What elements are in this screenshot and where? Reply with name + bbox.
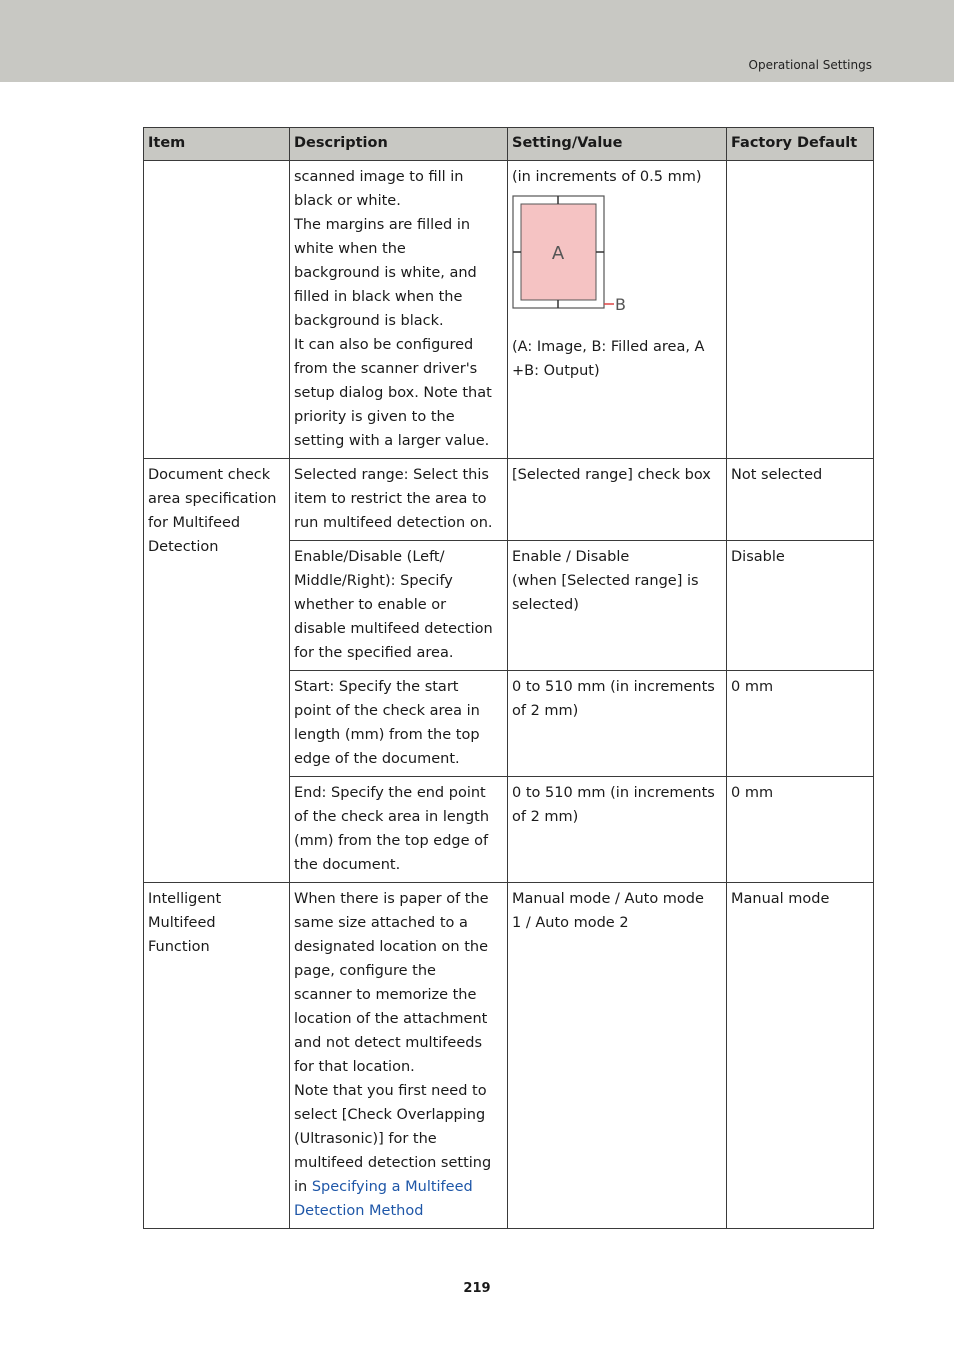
text-line: Enable/Disable (Left/ <box>294 549 445 565</box>
description-cell <box>290 883 508 1229</box>
text-line: setting with a larger value. <box>294 433 490 449</box>
text-line: designated location on the <box>294 939 489 955</box>
page-number: 219 <box>463 1281 491 1296</box>
text-fragment: in <box>294 1179 312 1195</box>
text-line: priority is given to the <box>294 409 455 425</box>
text-line: Manual mode / Auto mode <box>512 891 704 907</box>
item-cell <box>144 459 290 883</box>
text-line: (when [Selected range] is <box>512 573 699 589</box>
text-line: [Selected range] check box <box>512 467 711 483</box>
diagram-label-a: A <box>551 243 565 264</box>
section-title: Operational Settings <box>748 58 872 72</box>
table-header-row <box>144 128 874 161</box>
specifying-multifeed-detection-link-cont[interactable]: Detection Method <box>294 1203 424 1219</box>
setting-cell <box>508 459 727 541</box>
column-header-item: Item <box>144 128 290 161</box>
default-cell: 0 mm <box>727 777 874 883</box>
text-line: area specification <box>148 491 277 507</box>
setting-cell <box>508 777 727 883</box>
text-line: Selected range: Select this <box>294 467 489 483</box>
specifying-multifeed-detection-link[interactable]: Specifying a Multifeed <box>311 1179 473 1195</box>
text-line: run multifeed detection on. <box>294 515 493 531</box>
text-line: 1 / Auto mode 2 <box>512 915 629 931</box>
description-cell <box>290 541 508 671</box>
text-line: for the specified area. <box>294 645 454 661</box>
text-line: Note that you first need to <box>294 1083 487 1099</box>
description-cell <box>290 459 508 541</box>
text-line: scanner to memorize the <box>294 987 477 1003</box>
column-header-description: Description <box>290 128 508 161</box>
description-cell <box>290 161 508 459</box>
default-cell: 0 mm <box>727 671 874 777</box>
text-line: point of the check area in <box>294 703 480 719</box>
text-line: 0 to 510 mm (in increments <box>512 679 715 695</box>
text-line: (A: Image, B: Filled area, A <box>512 339 705 355</box>
text-line: background is white, and <box>294 265 477 281</box>
text-line: disable multifeed detection <box>294 621 493 637</box>
text-line <box>294 1175 503 1199</box>
text-line: (in increments of 0.5 mm) <box>512 169 702 185</box>
setting-cell <box>508 883 727 1229</box>
text-line: for Multifeed <box>148 515 241 531</box>
text-line: 0 to 510 mm (in increments <box>512 785 715 801</box>
table-row <box>144 883 874 1229</box>
item-cell <box>144 883 290 1229</box>
description-cell <box>290 671 508 777</box>
text-line: Middle/Right): Specify <box>294 573 453 589</box>
text-line: white when the <box>294 241 406 257</box>
description-cell <box>290 777 508 883</box>
text-line: the document. <box>294 857 401 873</box>
text-line: Document check <box>148 467 271 483</box>
text-line: whether to enable or <box>294 597 447 613</box>
text-line: Enable / Disable <box>512 549 630 565</box>
text-line: The margins are filled in <box>294 217 471 233</box>
diagram-label-b: B <box>615 295 626 313</box>
text-line: Function <box>148 939 210 955</box>
text-line: for that location. <box>294 1059 415 1075</box>
text-line: from the scanner driver's <box>294 361 478 377</box>
column-header-default: Factory Default <box>727 128 874 161</box>
text-line: End: Specify the end point <box>294 785 486 801</box>
header-band <box>0 0 954 82</box>
text-line: black or white. <box>294 193 401 209</box>
text-line: and not detect multifeeds <box>294 1035 483 1051</box>
text-line: (mm) from the top edge of <box>294 833 489 849</box>
text-line: When there is paper of the <box>294 891 489 907</box>
table-row <box>144 161 874 459</box>
text-line: It can also be configured <box>294 337 474 353</box>
table-row <box>144 459 874 541</box>
text-line: filled in black when the <box>294 289 463 305</box>
text-line: location of the attachment <box>294 1011 488 1027</box>
text-line: Start: Specify the start <box>294 679 459 695</box>
setting-cell <box>508 161 727 459</box>
default-cell: Disable <box>727 541 874 671</box>
text-line: Intelligent <box>148 891 222 907</box>
text-line: (Ultrasonic)] for the <box>294 1131 437 1147</box>
text-line: scanned image to fill in <box>294 169 464 185</box>
item-cell <box>144 161 290 459</box>
text-line: setup dialog box. Note that <box>294 385 492 401</box>
text-line <box>294 1199 503 1223</box>
text-line: page, configure the <box>294 963 436 979</box>
column-header-setting: Setting/Value <box>508 128 727 161</box>
text-line: Detection <box>148 539 219 555</box>
margin-diagram <box>512 195 632 313</box>
text-line: of 2 mm) <box>512 809 579 825</box>
text-line: length (mm) from the top <box>294 727 480 743</box>
setting-cell <box>508 671 727 777</box>
text-line: same size attached to a <box>294 915 468 931</box>
text-line: item to restrict the area to <box>294 491 487 507</box>
text-line: Multifeed <box>148 915 216 931</box>
default-cell: Not selected <box>727 459 874 541</box>
default-cell <box>727 161 874 459</box>
text-line: selected) <box>512 597 579 613</box>
text-line: edge of the document. <box>294 751 460 767</box>
setting-cell <box>508 541 727 671</box>
settings-table <box>143 127 874 1229</box>
text-line: select [Check Overlapping <box>294 1107 486 1123</box>
text-line: +B: Output) <box>512 363 600 379</box>
text-line: background is black. <box>294 313 444 329</box>
text-line: multifeed detection setting <box>294 1155 492 1171</box>
text-line: of 2 mm) <box>512 703 579 719</box>
default-cell: Manual mode <box>727 883 874 1229</box>
text-line: of the check area in length <box>294 809 490 825</box>
